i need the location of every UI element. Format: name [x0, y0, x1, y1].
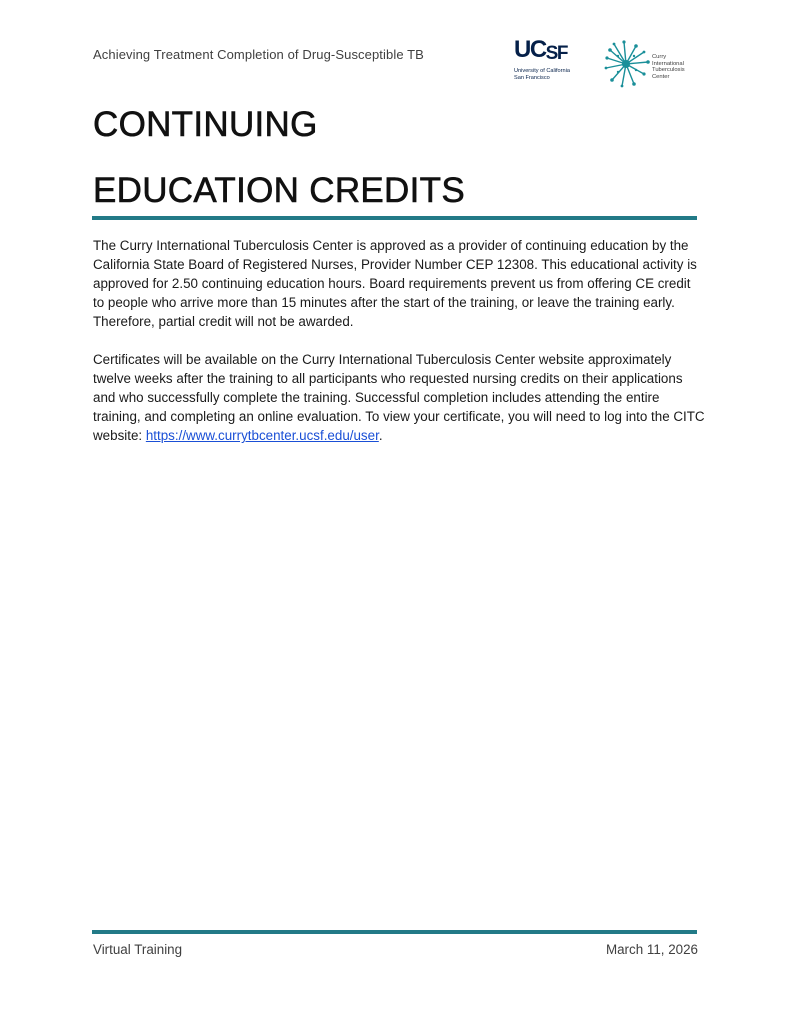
- citc-logo: [604, 40, 700, 88]
- paragraph-provider-approval: The Curry International Tuberculosis Center is approved as a provider of continuing education by the California State Board of Registered Nurses, Provider Number CEP 12308. This educational activity is approved for 2.50 continuing education hours. Board requirements prevent us from offering CE credit to people who arrive more than 15 minutes after the start of the training, or leave the training early. Therefore, partial credit will not be awarded.: [93, 238, 697, 329]
- paragraph-certificates-text: Certificates will be available on the Curry International Tuberculosis Center website approximately twelve weeks after the training to all participants who requested nursing credits on their applications and who successfully complete the training. Successful completion includes attending the entire training, and completing an online evaluation. To view your certificate, you will need to log into the CITC website:: [93, 352, 705, 443]
- footer-divider: [92, 930, 697, 934]
- ucsf-logo-mark: UCSF: [514, 36, 567, 64]
- body-content: [93, 236, 705, 464]
- ucsf-logo-subtitle: University of California San Francisco: [514, 68, 570, 81]
- citc-burst-icon: [604, 40, 652, 88]
- title-divider: [92, 216, 697, 220]
- citc-logo-text: Curry International Tuberculosis Center: [652, 54, 685, 80]
- footer-event-type: Virtual Training: [93, 942, 183, 957]
- paragraph-certificates-end: .: [378, 428, 383, 443]
- page-title-line-2: EDUCATION CREDITS: [93, 171, 465, 210]
- citc-user-link[interactable]: https://www.currytbcenter.ucsf.edu/user: [145, 428, 379, 443]
- ucsf-logo: [514, 38, 586, 86]
- running-header: Achieving Treatment Completion of Drug-Susceptible TB: [93, 47, 424, 62]
- page-title-line-1: CONTINUING: [93, 105, 318, 144]
- paragraph-certificates: [93, 350, 705, 445]
- footer-date: March 11, 2026: [605, 942, 698, 957]
- page-title: [93, 92, 465, 224]
